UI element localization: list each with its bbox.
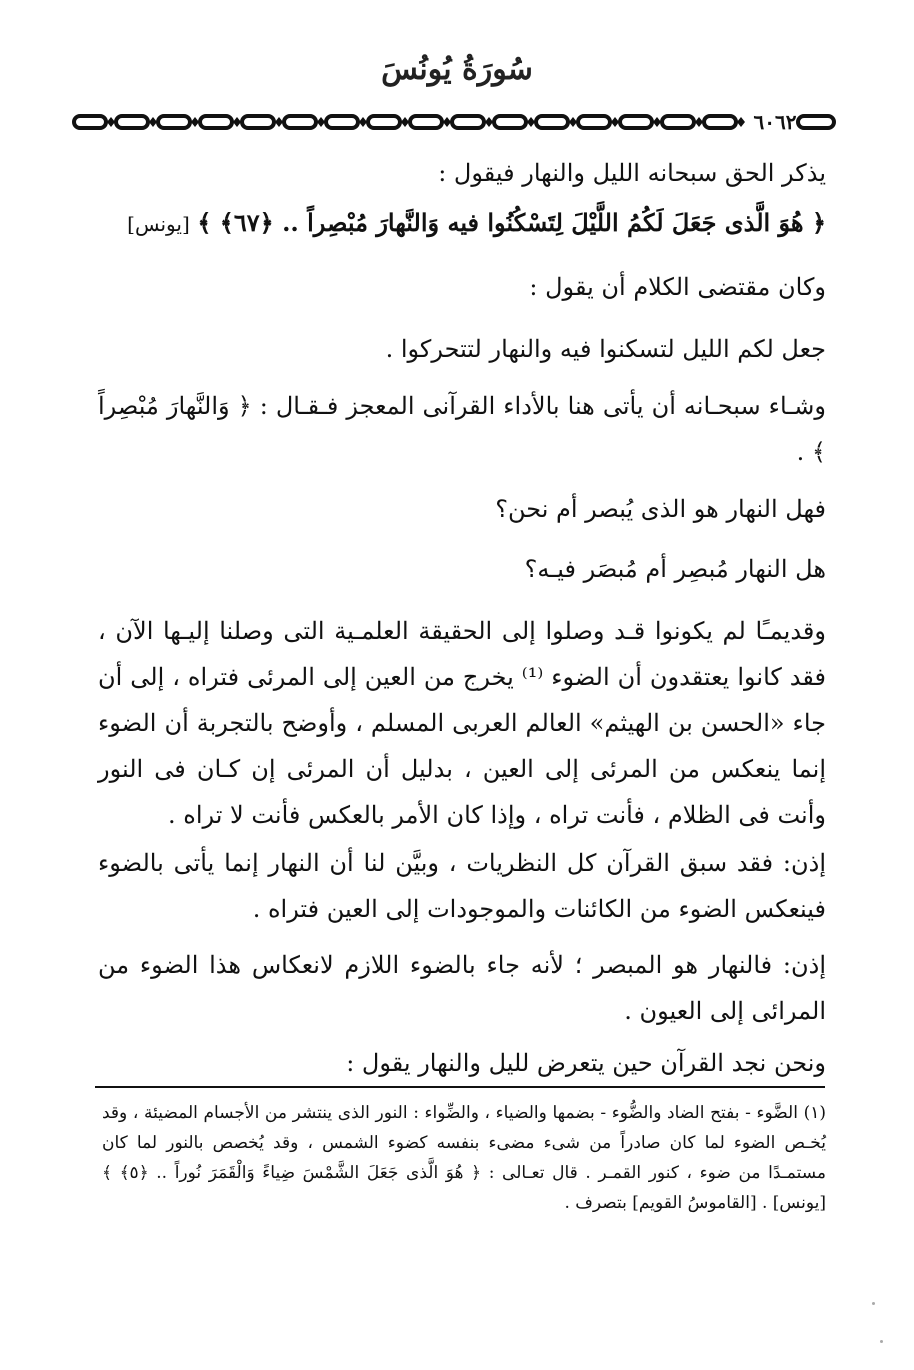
scan-speck <box>872 1302 875 1305</box>
chain-link <box>620 116 652 128</box>
paragraph-4: وشـاء سبحـانه أن يأتى هنا بالأداء القرآنى المعجز فـقـال : ﴿ وَالنَّهارَ مُبْصِراً ﴾ . <box>98 392 826 466</box>
chain-diamond <box>233 117 241 127</box>
paragraph-conclusion-2: إذن: فالنهار هو المبصر ؛ لأنه جاء بالضوء اللازم لانعكاس هذا الضوء من المرائى إلى العيون . <box>98 951 826 1025</box>
surah-title: سُورَةُ يُونُسَ <box>381 52 533 87</box>
chain-diamond <box>191 117 199 127</box>
chain-diamond <box>317 117 325 127</box>
chain-link <box>74 116 106 128</box>
chain-link <box>798 116 834 128</box>
chain-diamond <box>107 117 115 127</box>
paragraph-question-2: هل النهار مُبصِر أم مُبصَر فيـه؟ <box>524 555 826 583</box>
paragraph-intro: يذكر الحق سبحانه الليل والنهار فيقول : <box>438 159 826 187</box>
chain-diamond <box>359 117 367 127</box>
paragraph-question-1: فهل النهار هو الذى يُبصر أم نحن؟ <box>495 495 826 523</box>
verse-reference: [يونس] <box>127 212 190 236</box>
page-number: ٦٠٦٢ <box>753 110 797 134</box>
chain-diamond <box>443 117 451 127</box>
footnote-divider <box>95 1086 825 1088</box>
chain-link <box>200 116 232 128</box>
chain-diamond <box>695 117 703 127</box>
chain-diamond <box>149 117 157 127</box>
quran-verse: ﴿ هُوَ الَّذى جَعَلَ لَكُمُ اللَّيْلَ لِتَسْكُنُوا فيه وَالنَّهارَ مُبْصِراً .. ﴿٦٧﴾ ﴾ <box>197 208 826 237</box>
paragraph-ibn-al-haytham: وقديمـًا لم يكونوا قـد وصلوا إلى الحقيقة العلمـية التى وصلنا إليـها الآن ، فقد كانوا يعتقدون أن الضوء ⁽¹⁾ يخرج من العين إلى المرئى فتراه ، إلى أن جاء «الحسن بن الهيثم» العالم العربى المسلم ، وأوضح بالتجربة أن الضوء إنما ينعكس من المرئى إلى العين ، بدليل أن المرئى إن كـان فى النور وأنت فى الظلام ، فأنت تراه ، وإذا كان الأمر بالعكس فأنت لا تراه . <box>98 617 826 829</box>
chain-diamond <box>401 117 409 127</box>
chain-diamond <box>275 117 283 127</box>
chain-link <box>662 116 694 128</box>
scan-speck <box>880 1340 883 1343</box>
chain-diamond <box>527 117 535 127</box>
chain-link <box>578 116 610 128</box>
paragraph-2: وكان مقتضى الكلام أن يقول : <box>529 273 826 301</box>
chain-link <box>536 116 568 128</box>
chain-link <box>704 116 736 128</box>
chain-diamond <box>653 117 661 127</box>
chain-link <box>494 116 526 128</box>
chain-link <box>116 116 148 128</box>
chain-link <box>368 116 400 128</box>
chain-diamond <box>611 117 619 127</box>
chain-diamond <box>485 117 493 127</box>
chain-link <box>284 116 316 128</box>
chain-link <box>452 116 484 128</box>
ornamental-border <box>70 112 840 132</box>
chain-link <box>326 116 358 128</box>
chain-diamond <box>737 117 745 127</box>
paragraph-closing: ونحن نجد القرآن حين يتعرض لليل والنهار يقول : <box>346 1049 826 1077</box>
quran-verse-line <box>86 200 826 247</box>
paragraph-3: جعل لكم الليل لتسكنوا فيه والنهار لتتحركوا . <box>385 335 826 363</box>
chain-link <box>242 116 274 128</box>
footnote: (١) الضَّوء - بفتح الضاد والضُّوء - بضمها والضياء ، والضِّواء : النور الذى ينتشر من الأجسام المضيئة ، وقد يُخـص الضوء لما كان صادراً من شىء مضىء بنفسه كضوء الشمس ، وقد يُخصص بالنور لما كان مستمـدًا من ضوء ، كنور القمـر . قال تعـالى : ﴿ هُوَ الَّذى جَعَلَ الشَّمْسَ ضِياءً وَالْقَمَرَ نُوراً .. ﴿٥﴾ ﴾ [يونس] . [القاموسُ القويم] بتصرف . <box>102 1103 827 1213</box>
chain-link <box>410 116 442 128</box>
chain-link <box>158 116 190 128</box>
paragraph-conclusion-1: إذن: فقد سبق القرآن كل النظريات ، وبيَّن لنا أن النهار إنما يأتى بالضوء فينعكس الضوء من الكائنات والموجودات إلى العين فتراه . <box>98 849 827 923</box>
chain-diamond <box>569 117 577 127</box>
